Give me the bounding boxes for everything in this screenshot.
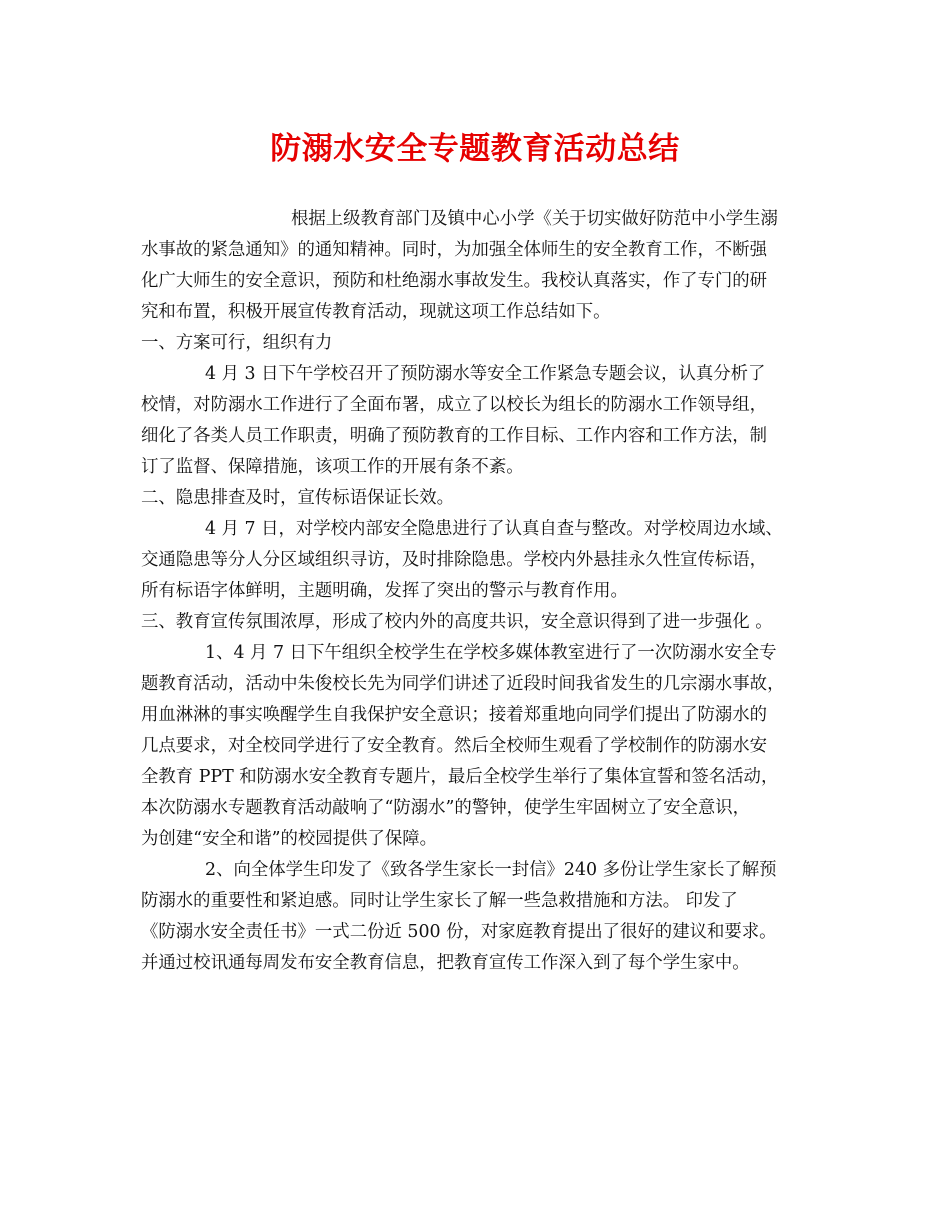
text-line: 4 月 3 日下午学校召开了预防溺水等安全工作紧急专题会议，认真分析了: [205, 364, 766, 384]
text-line: 订了监督、保障措施，该项工作的开展有条不紊。: [141, 457, 524, 477]
section-3-item-1: [141, 638, 831, 855]
text-line: 4 月 7 日，对学校内部安全隐患进行了认真自查与整改。对学校周边水域、: [205, 519, 783, 539]
text-line: 几点要求，对全校同学进行了安全教育。然后全校师生观看了学校制作的防溺水安: [141, 736, 768, 756]
document-title: 防溺水安全专题教育活动总结: [270, 131, 680, 167]
text-line: 防溺水的重要性和紧迫感。同时让学生家长了解一些急救措施和方法。 印发了: [141, 891, 738, 911]
document-body: [141, 204, 831, 979]
section-3-item-2: [141, 855, 831, 979]
section-heading-3: 三、教育宣传氛围浓厚，形成了校内外的高度共识，安全意识得到了进一步强化 。: [141, 612, 773, 632]
text-line: 《防溺水安全责任书》一式二份近 500 份，对家庭教育提出了很好的建议和要求。: [141, 922, 777, 942]
intro-paragraph: [141, 204, 831, 328]
text-line: 细化了各类人员工作职责，明确了预防教育的工作目标、工作内容和工作方法，制: [141, 426, 768, 446]
section-1-paragraph: [141, 359, 831, 483]
text-line: 1、4 月 7 日下午组织全校学生在学校多媒体教室进行了一次防溺水安全专: [205, 643, 777, 663]
section-heading-2: 二、隐患排查及时，宣传标语保证长效。: [141, 488, 455, 508]
text-line: 2、向全体学生印发了《致各学生家长一封信》240 多份让学生家长了解预: [205, 860, 777, 880]
text-line: 为创建“安全和谐”的校园提供了保障。: [141, 829, 438, 849]
text-line: 校情，对防溺水工作进行了全面布署，成立了以校长为组长的防溺水工作领导组，: [141, 395, 768, 415]
text-line: 交通隐患等分人分区域组织寻访，及时排除隐患。学校内外悬挂永久性宣传标语，: [141, 550, 768, 570]
text-line: 并通过校讯通每周发布安全教育信息，把教育宣传工作深入到了每个学生家中。: [141, 953, 750, 973]
text-line: 化广大师生的安全意识，预防和杜绝溺水事故发生。我校认真落实，作了专门的研: [141, 271, 768, 291]
text-line: 全教育 PPT 和防溺水安全教育专题片，最后全校学生举行了集体宣誓和签名活动，: [141, 767, 779, 787]
text-line: 究和布置，积极开展宣传教育活动，现就这项工作总结如下。: [141, 302, 611, 322]
section-2-paragraph: [141, 514, 831, 607]
text-line: 根据上级教育部门及镇中心小学《关于切实做好防范中小学生溺: [291, 209, 778, 229]
text-line: 本次防溺水专题教育活动敲响了“防溺水”的警钟，使学生牢固树立了安全意识，: [141, 798, 751, 818]
text-line: 所有标语字体鲜明，主题明确，发挥了突出的警示与教育作用。: [141, 581, 628, 601]
text-line: 用血淋淋的事实唤醒学生自我保护安全意识；接着郑重地向同学们提出了防溺水的: [141, 705, 768, 725]
text-line: 题教育活动，活动中朱俊校长先为同学们讲述了近段时间我省发生的几宗溺水事故，: [141, 674, 785, 694]
section-heading-1: 一、方案可行，组织有力: [141, 333, 333, 353]
text-line: 水事故的紧急通知》的通知精神。同时，为加强全体师生的安全教育工作，不断强: [141, 240, 768, 260]
